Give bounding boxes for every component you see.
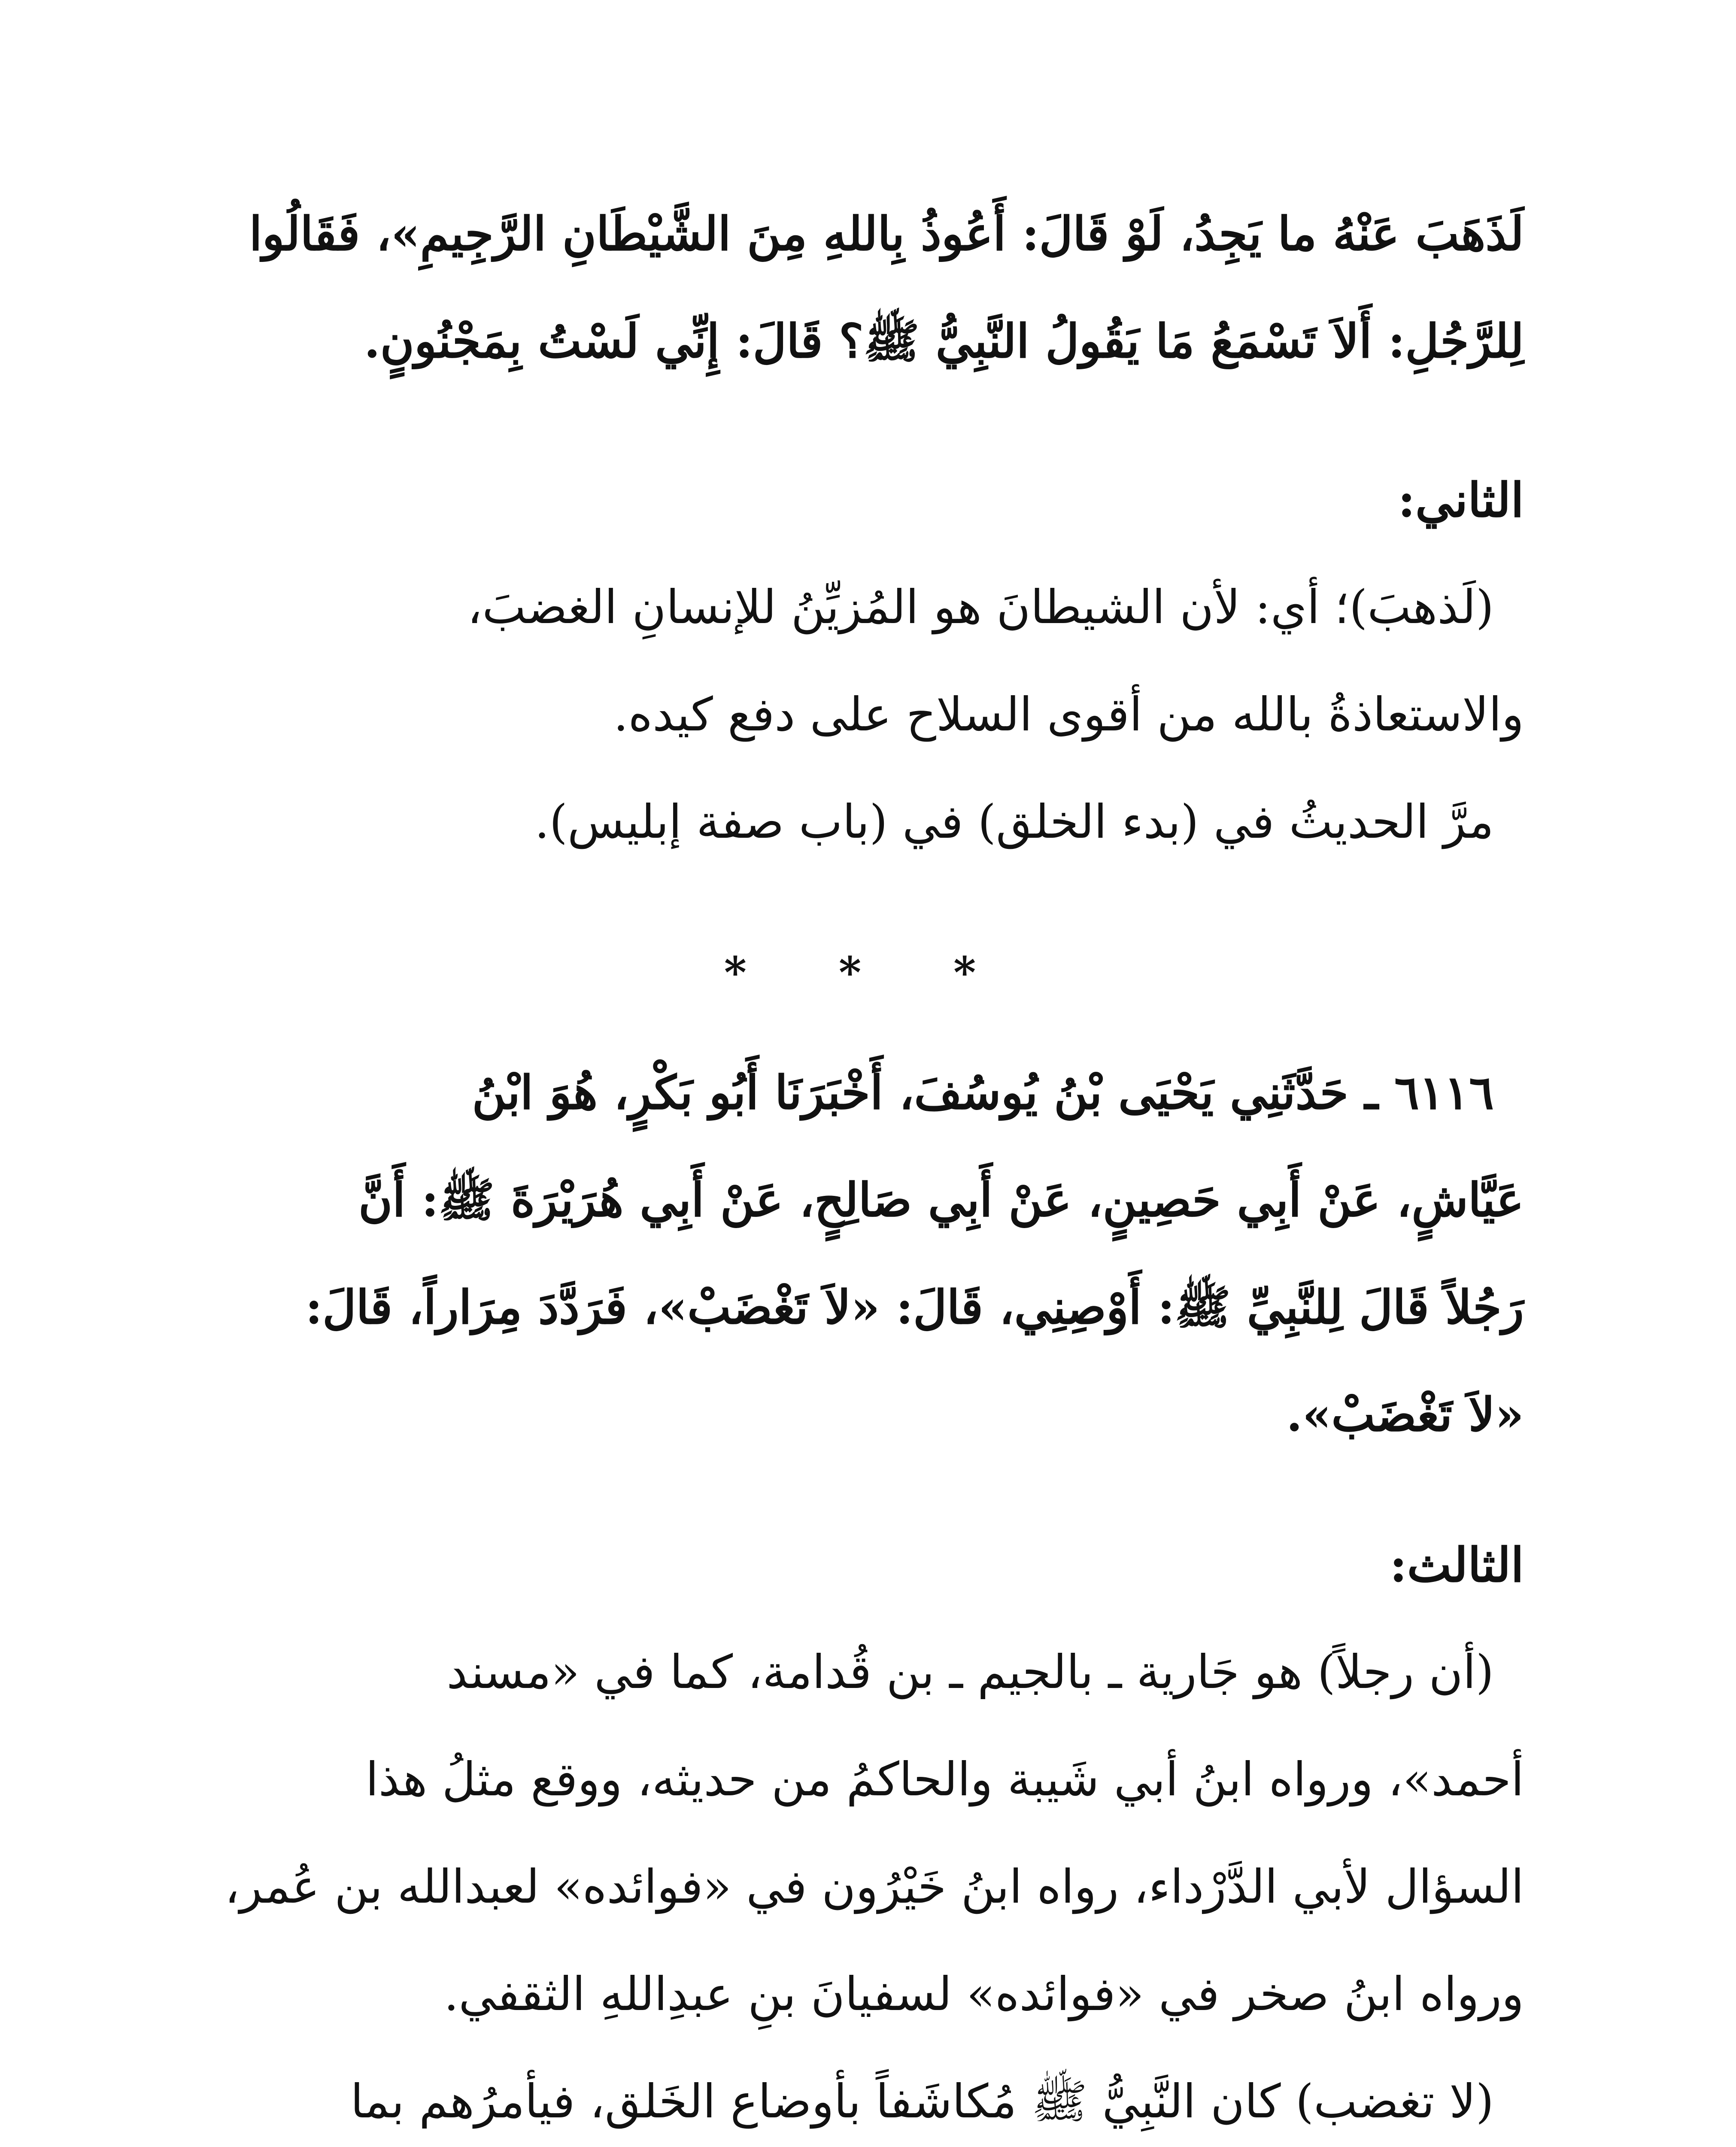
section-heading: الثاني: — [1398, 472, 1524, 528]
hadith-continuation — [215, 180, 1524, 395]
commentary-second — [215, 447, 1524, 876]
text-line: ورواه ابنُ صخر في «فوائده» لسفيانَ بنِ عبدِاللهِ الثقفي. — [444, 1968, 1524, 2021]
text-line: «لاَ تَغْضَبْ». — [1286, 1388, 1524, 1442]
hadith-6116 — [215, 1039, 1524, 1469]
separator-stars: * * * — [724, 947, 1015, 998]
text-line: والاستعاذةُ بالله من أقوى السلاح على دفع كيده. — [613, 688, 1524, 742]
text-line: لَذَهَبَ عَنْهُ ما يَجِدُ، لَوْ قَالَ: أَعُوذُ بِاللهِ مِنَ الشَّيْطَانِ الرَّجِيمِ»، فَقَالُوا — [249, 207, 1524, 261]
text-line: (أن رجلاً) هو جَارية ـ بالجيم ـ بن قُدامة، كما في «مسند — [446, 1645, 1494, 1699]
commentary-third — [215, 1511, 1524, 2147]
text-line: ٦١١٦ ـ حَدَّثَنِي يَحْيَى بْنُ يُوسُفَ، أَخْبَرَنَا أَبُو بَكْرٍ، هُوَ ابْنُ — [472, 1066, 1494, 1120]
text-line: لِلرَّجُلِ: أَلاَ تَسْمَعُ مَا يَقُولُ النَّبِيُّ ﷺ؟ قَالَ: إِنِّي لَسْتُ بِمَجْنُونٍ. — [364, 314, 1524, 368]
section-heading: الثالث: — [1390, 1537, 1524, 1593]
text-line: السؤال لأبي الدَّرْداء، رواه ابنُ خَيْرُون في «فوائده» لعبدالله بن عُمر، — [225, 1860, 1524, 1914]
text-line: عَيَّاشٍ، عَنْ أَبِي حَصِينٍ، عَنْ أَبِي صَالِحٍ، عَنْ أَبِي هُرَيْرَةَ ﷺ: أَنَّ — [358, 1173, 1524, 1227]
text-line: (لَذهبَ)؛ أي: لأن الشيطانَ هو المُزيِّنُ للإنسانِ الغضبَ، — [467, 581, 1494, 634]
section-separator — [215, 919, 1524, 1026]
text-line: مرَّ الحديثُ في (بدء الخلق) في (باب صفة إبليس). — [534, 795, 1494, 849]
book-page — [215, 180, 1524, 2147]
text-line: (لا تغضب) كان النَّبِيُّ ﷺ مُكاشَفاً بأوضاع الخَلق، فيأمرُهم بما — [350, 2075, 1494, 2129]
text-line: رَجُلاً قَالَ لِلنَّبِيِّ ﷺ: أَوْصِنِي، قَالَ: «لاَ تَغْضَبْ»، فَرَدَّدَ مِرَاراً، قَالَ: — [305, 1280, 1524, 1335]
text-line: أحمد»، ورواه ابنُ أبي شَيبة والحاكمُ من حديثه، ووقع مثلُ هذا — [365, 1753, 1524, 1806]
